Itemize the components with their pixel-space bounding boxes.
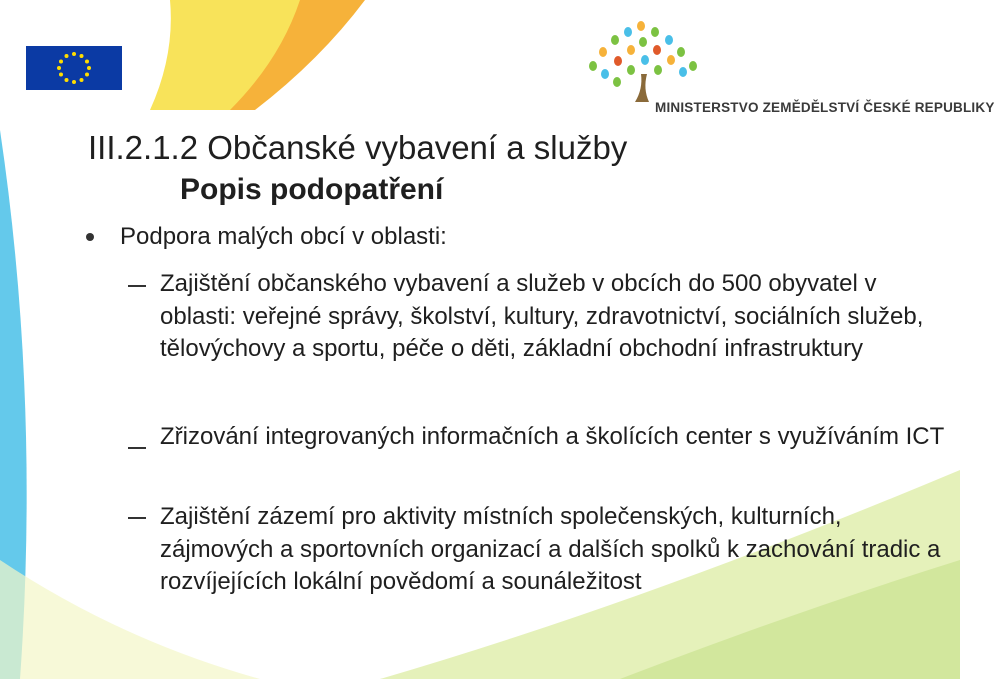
- dash-marker: [128, 285, 146, 287]
- dash-marker: [128, 517, 146, 519]
- bullet-dot: [86, 233, 94, 241]
- list-item: Zajištění občanského vybavení a služeb v obcích do 500 obyvatel v oblasti: veřejné správy, školství, kultury, zdravotnictví, sociálních služeb, tělovýchovy a sportu, péče o děti, základní obchodní infrastruktury: [160, 270, 924, 362]
- slide-subtitle: Popis podopatření: [180, 173, 444, 206]
- bullet-text: Podpora malých obcí v oblasti:: [120, 223, 447, 250]
- eu-flag-icon: [26, 46, 122, 90]
- list-item: Zajištění zázemí pro aktivity místních společenských, kulturních, zájmových a sportovních organizací a dalších spolků k zachování tradic a rozvíjejících lokální povědomí a sounáležitost: [160, 503, 941, 595]
- slide-title: III.2.1.2 Občanské vybavení a služby: [88, 129, 628, 166]
- list-item: Zřizování integrovaných informačních a školících center s využíváním ICT: [160, 423, 945, 450]
- ministry-name: MINISTERSTVO ZEMĚDĚLSTVÍ ČESKÉ REPUBLIKY: [655, 100, 995, 115]
- dash-marker: [128, 447, 146, 449]
